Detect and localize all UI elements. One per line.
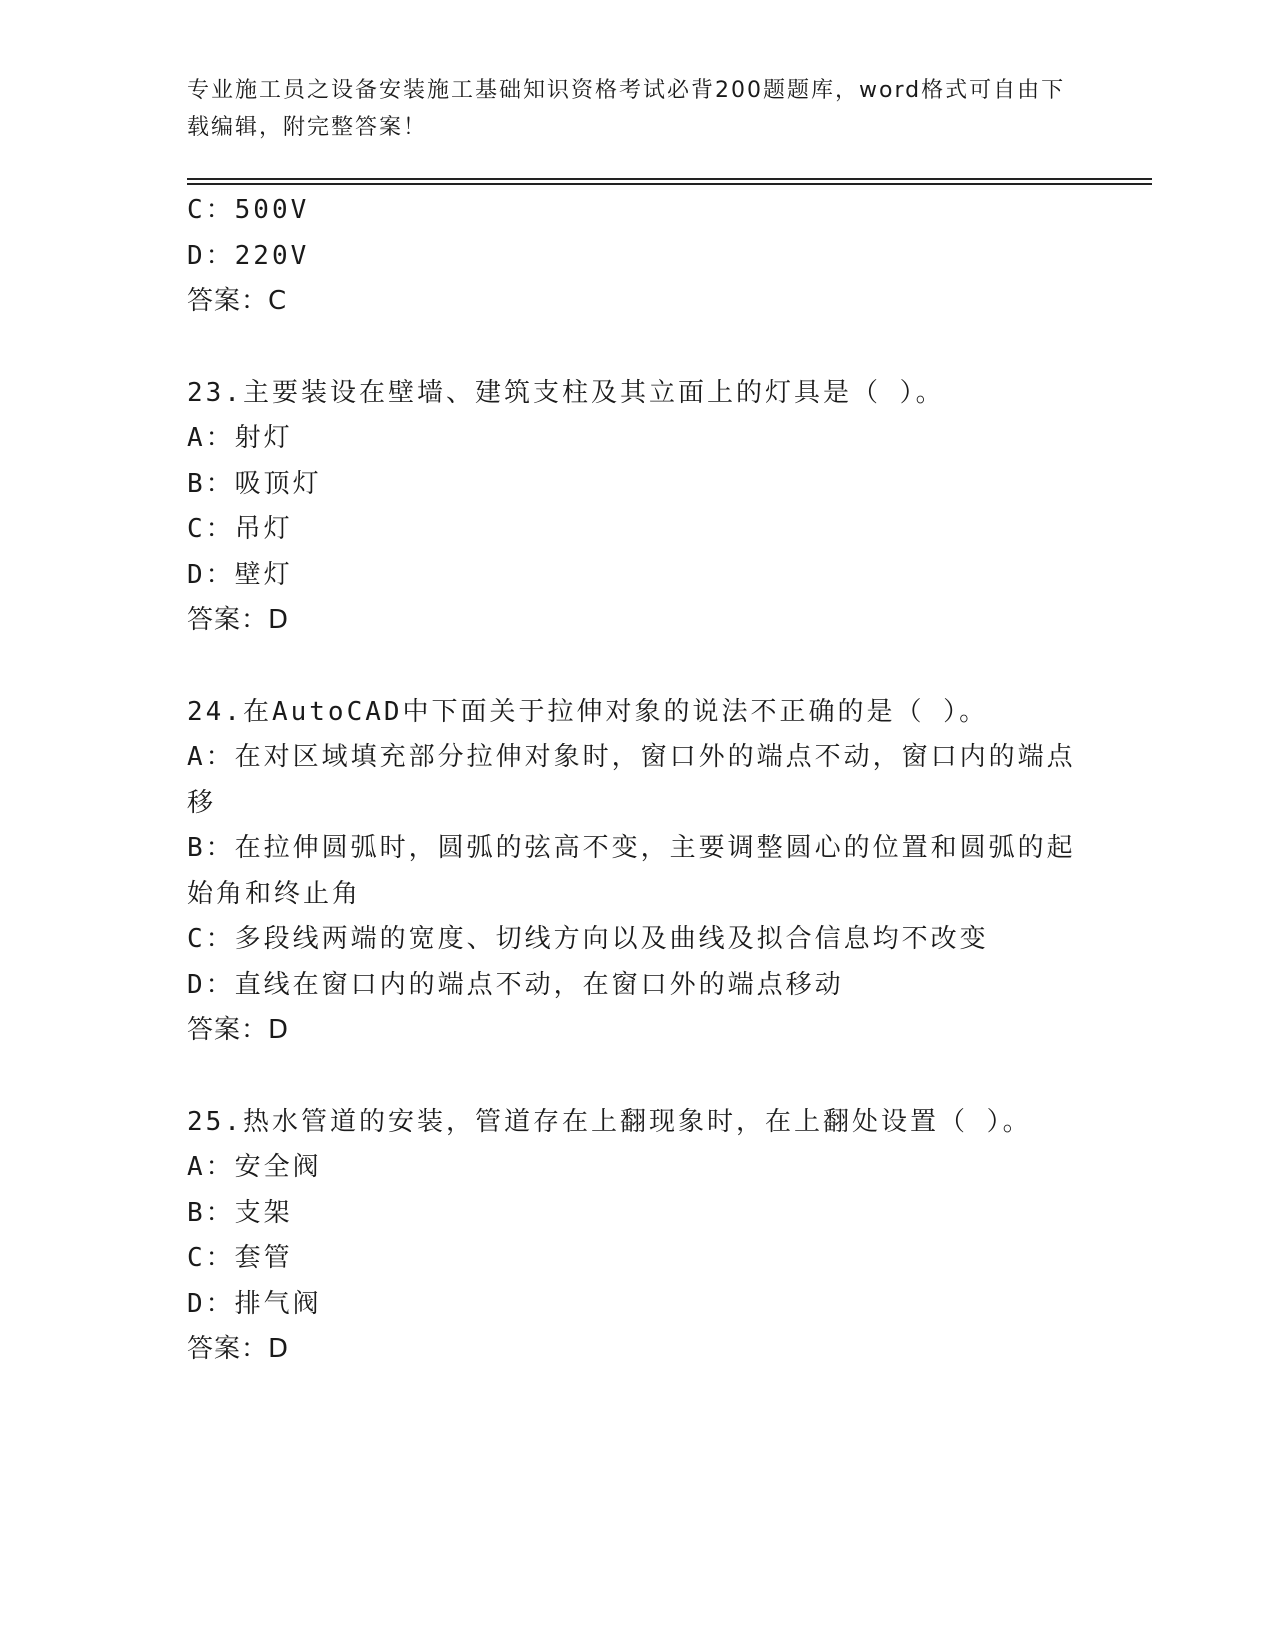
header-divider-top — [187, 178, 1152, 180]
option-a: A：安全阀 — [187, 1152, 322, 1182]
question-25 — [187, 1100, 1087, 1373]
answer-line: 答案：C — [187, 286, 288, 316]
question-23 — [187, 371, 1087, 644]
option-d: D：220V — [187, 240, 310, 271]
option-b: B：在拉伸圆弧时，圆弧的弦高不变，主要调整圆心的位置和圆弧的起始角和终止角 — [187, 833, 1076, 909]
question-title: 24.在AutoCAD中下面关于拉伸对象的说法不正确的是（ ）。 — [187, 696, 989, 727]
option-b: B：吸顶灯 — [187, 468, 322, 499]
question-title: 25.热水管道的安装，管道存在上翻现象时，在上翻处设置（ ）。 — [187, 1106, 1032, 1137]
question-24 — [187, 690, 1087, 1054]
answer-line: 答案：D — [187, 605, 290, 635]
option-b: B：支架 — [187, 1197, 293, 1228]
answer-line: 答案：D — [187, 1015, 290, 1045]
question-title: 23.主要装设在壁墙、建筑支柱及其立面上的灯具是（ ）。 — [187, 377, 945, 408]
option-d: D：排气阀 — [187, 1288, 322, 1319]
option-c: C：吊灯 — [187, 514, 293, 544]
option-a: A：在对区域填充部分拉伸对象时，窗口外的端点不动，窗口内的端点移 — [187, 742, 1076, 818]
question-22-partial — [187, 188, 1087, 325]
answer-line: 答案：D — [187, 1334, 290, 1364]
option-c: C：多段线两端的宽度、切线方向以及曲线及拟合信息均不改变 — [187, 924, 989, 954]
option-d: D：直线在窗口内的端点不动，在窗口外的端点移动 — [187, 969, 844, 1000]
document-header: 专业施工员之设备安装施工基础知识资格考试必背200题题库，word格式可自由下载编辑，附完整答案！ — [187, 78, 1066, 140]
option-d: D：壁灯 — [187, 559, 293, 590]
option-c: C：500V — [187, 195, 310, 225]
question-list — [187, 188, 1087, 1373]
header-divider-bottom — [187, 183, 1152, 185]
option-c: C：套管 — [187, 1243, 293, 1273]
option-a: A：射灯 — [187, 423, 293, 453]
